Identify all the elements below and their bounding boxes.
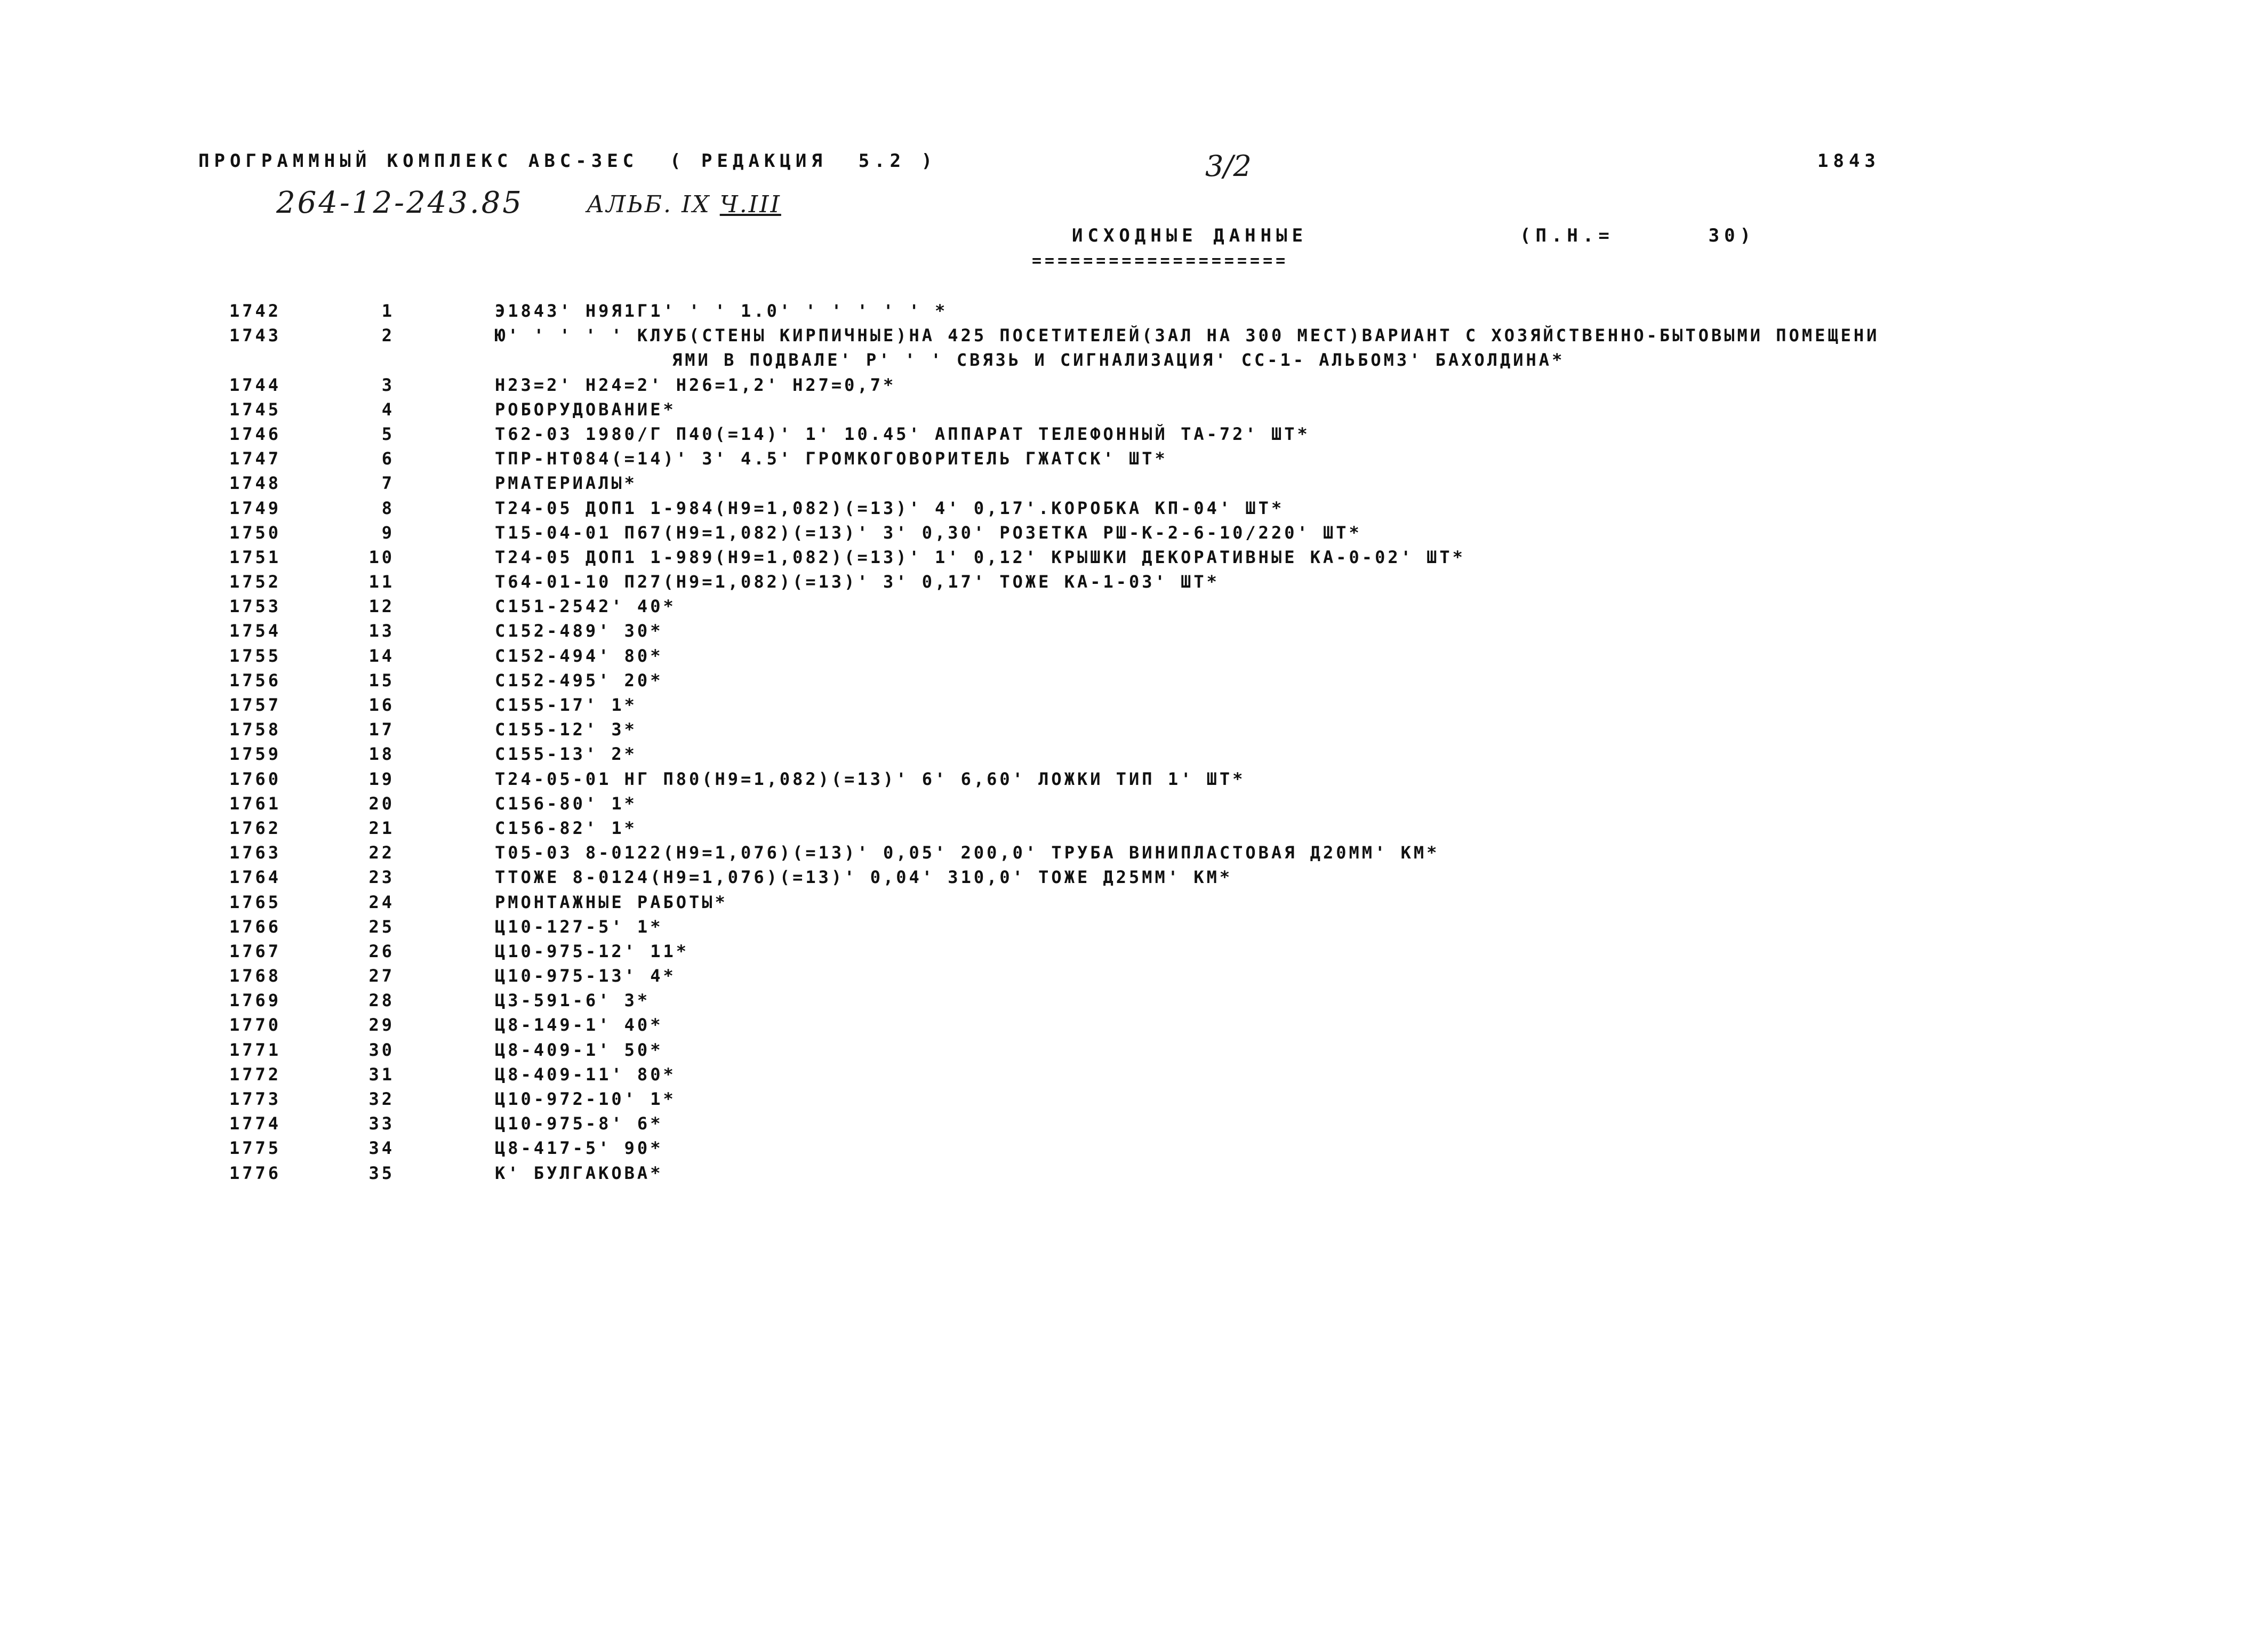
row-sequence: 1761 — [229, 793, 282, 814]
row-number: 24 — [368, 892, 395, 912]
row-text: Т24-05 ДОП1 1-984(Н9=1,082)(=13)' 4' 0,17'.КОРОБКА КП-04' ШТ* — [495, 497, 1285, 518]
row-text: Ц10-127-5' 1* — [495, 916, 663, 937]
row-number: 26 — [368, 941, 395, 961]
table-row — [0, 1161, 2268, 1185]
row-sequence: 1757 — [229, 695, 282, 716]
table-row — [0, 791, 2268, 816]
row-text: Т05-03 8-0122(Н9=1,076)(=13)' 0,05' 200,0' ТРУБА ВИНИПЛАСТОВАЯ Д20ММ' КМ* — [495, 842, 1440, 863]
table-row — [0, 594, 2268, 619]
row-text: РМАТЕРИАЛЫ* — [495, 473, 637, 494]
handwritten-document-code: 264-12-243.85 — [276, 186, 524, 220]
row-number: 6 — [381, 448, 395, 469]
row-text: Т24-05-01 НГ П80(Н9=1,082)(=13)' 6' 6,60' ЛОЖКИ ТИП 1' ШТ* — [495, 768, 1246, 789]
row-sequence: 1752 — [229, 572, 282, 592]
row-text: РМОНТАЖНЫЕ РАБОТЫ* — [495, 892, 728, 912]
table-row — [0, 323, 2268, 372]
table-row — [0, 742, 2268, 766]
table-row — [0, 693, 2268, 717]
row-text: С156-80' 1* — [495, 793, 637, 814]
program-header: ПРОГРАММНЫЙ КОМПЛЕКС АВС-ЗЕС ( РЕДАКЦИЯ 5.2 ) — [198, 150, 937, 172]
table-row — [0, 471, 2268, 495]
row-number: 29 — [368, 1015, 395, 1036]
row-text: С152-489' 30* — [495, 621, 663, 641]
row-sequence: 1746 — [229, 423, 282, 444]
row-sequence: 1776 — [229, 1162, 282, 1183]
row-sequence: 1769 — [229, 990, 282, 1011]
row-number: 12 — [368, 596, 395, 617]
row-text: С152-494' 80* — [495, 645, 663, 666]
row-sequence: 1745 — [229, 399, 282, 420]
row-text: Ц10-972-10' 1* — [495, 1089, 676, 1110]
row-number: 9 — [381, 522, 395, 543]
row-number: 25 — [368, 916, 395, 937]
section-underline: ==================== — [1032, 252, 1289, 270]
row-sequence: 1760 — [229, 768, 282, 789]
row-text: Т64-01-10 П27(Н9=1,082)(=13)' 3' 0,17' ТОЖЕ КА-1-03' ШТ* — [495, 572, 1220, 592]
row-sequence: 1772 — [229, 1064, 282, 1085]
table-row — [0, 644, 2268, 668]
table-row — [0, 914, 2268, 939]
handwritten-album-label: АЛЬБ. IX — [587, 191, 711, 218]
row-number: 27 — [368, 966, 395, 986]
table-row — [0, 1038, 2268, 1062]
row-text: С155-17' 1* — [495, 695, 637, 716]
table-row — [0, 964, 2268, 988]
row-text: Т24-05 ДОП1 1-989(Н9=1,082)(=13)' 1' 0,12' КРЫШКИ ДЕКОРАТИВНЫЕ КА-0-02' ШТ* — [495, 547, 1465, 567]
row-sequence: 1750 — [229, 522, 282, 543]
table-row — [0, 1013, 2268, 1037]
row-number: 21 — [368, 817, 395, 838]
row-number: 18 — [368, 744, 395, 765]
row-sequence: 1749 — [229, 497, 282, 518]
table-row — [0, 767, 2268, 791]
row-text: Т15-04-01 П67(Н9=1,082)(=13)' 3' 0,30' РОЗЕТКА РШ-К-2-6-10/220' ШТ* — [495, 522, 1362, 543]
row-number: 33 — [368, 1113, 395, 1134]
row-sequence: 1756 — [229, 670, 282, 691]
handwritten-album — [587, 191, 781, 218]
table-row — [0, 1062, 2268, 1087]
row-number: 31 — [368, 1064, 395, 1085]
row-text: Ю' ' ' ' ' КЛУБ(СТЕНЫ КИРПИЧНЫЕ)НА 425 ПОСЕТИТЕЛЕЙ(ЗАЛ НА 300 МЕСТ)ВАРИАНТ С ХОЗЯЙСТВЕННО-БЫТОВЫМИ ПОМЕЩЕНИ — [495, 325, 1880, 346]
row-number: 22 — [368, 842, 395, 863]
row-sequence: 1755 — [229, 645, 282, 666]
row-number: 11 — [368, 572, 395, 592]
row-number: 4 — [381, 399, 395, 420]
row-text: Ц3-591-6' 3* — [495, 990, 651, 1011]
row-sequence: 1747 — [229, 448, 282, 469]
table-row — [0, 1111, 2268, 1136]
row-sequence: 1754 — [229, 621, 282, 641]
row-number: 35 — [368, 1162, 395, 1183]
section-title: ИСХОДНЫЕ ДАННЫЕ — [1072, 225, 1308, 246]
page-number: 1843 — [1817, 150, 1880, 172]
row-text: РОБОРУДОВАНИЕ* — [495, 399, 676, 420]
row-sequence: 1775 — [229, 1138, 282, 1159]
row-number: 32 — [368, 1089, 395, 1110]
table-row — [0, 545, 2268, 569]
row-text: Э1843' Н9Я1Г1' ' ' 1.0' ' ' ' ' ' * — [495, 301, 948, 321]
row-number: 19 — [368, 768, 395, 789]
row-number: 10 — [368, 547, 395, 567]
row-sequence: 1753 — [229, 596, 282, 617]
row-number: 20 — [368, 793, 395, 814]
table-row — [0, 422, 2268, 446]
row-text: Ц8-417-5' 90* — [495, 1138, 663, 1159]
row-text: Ц8-149-1' 40* — [495, 1015, 663, 1036]
row-sequence: 1759 — [229, 744, 282, 765]
data-listing — [0, 299, 2268, 1185]
row-sequence: 1764 — [229, 867, 282, 888]
handwritten-sheet-number: 3/2 — [1205, 149, 1252, 183]
table-row — [0, 1136, 2268, 1160]
row-number: 8 — [381, 497, 395, 518]
table-row — [0, 496, 2268, 520]
row-number: 14 — [368, 645, 395, 666]
table-row — [0, 816, 2268, 840]
row-sequence: 1774 — [229, 1113, 282, 1134]
row-sequence: 1742 — [229, 301, 282, 321]
row-sequence: 1748 — [229, 473, 282, 494]
row-number: 23 — [368, 867, 395, 888]
row-sequence: 1751 — [229, 547, 282, 567]
row-sequence: 1768 — [229, 966, 282, 986]
row-text: ТПР-НТ084(=14)' 3' 4.5' ГРОМКОГОВОРИТЕЛЬ ГЖАТСК' ШТ* — [495, 448, 1168, 469]
row-text: С156-82' 1* — [495, 817, 637, 838]
row-sequence: 1762 — [229, 817, 282, 838]
row-text: Ц8-409-1' 50* — [495, 1039, 663, 1060]
row-text: Ц10-975-8' 6* — [495, 1113, 663, 1134]
row-sequence: 1770 — [229, 1015, 282, 1036]
row-sequence: 1767 — [229, 941, 282, 961]
row-number: 1 — [381, 301, 395, 321]
row-number: 13 — [368, 621, 395, 641]
row-text: С155-13' 2* — [495, 744, 637, 765]
row-number: 28 — [368, 990, 395, 1011]
section-pn: (П.Н.= 30) — [1520, 225, 1756, 246]
handwritten-part: Ч.III — [719, 191, 781, 218]
row-number: 5 — [381, 423, 395, 444]
row-text: Ц10-975-13' 4* — [495, 966, 676, 986]
row-text: Ц10-975-12' 11* — [495, 941, 689, 961]
row-number: 30 — [368, 1039, 395, 1060]
table-row — [0, 446, 2268, 471]
table-row — [0, 569, 2268, 594]
row-text-continuation: ЯМИ В ПОДВАЛЕ' Р' ' ' СВЯЗЬ И СИГНАЛИЗАЦИЯ' СС-1- АЛЬБОМЗ' БАХОЛДИНА* — [672, 350, 1565, 371]
row-number: 16 — [368, 695, 395, 716]
table-row — [0, 520, 2268, 545]
row-sequence: 1765 — [229, 892, 282, 912]
row-text: С152-495' 20* — [495, 670, 663, 691]
row-sequence: 1773 — [229, 1089, 282, 1110]
row-number: 3 — [381, 374, 395, 395]
row-sequence: 1766 — [229, 916, 282, 937]
row-text: С155-12' 3* — [495, 719, 637, 740]
row-sequence: 1744 — [229, 374, 282, 395]
row-sequence: 1758 — [229, 719, 282, 740]
row-text: Т62-03 1980/Г П40(=14)' 1' 10.45' АППАРАТ ТЕЛЕФОННЫЙ ТА-72' ШТ* — [495, 423, 1310, 444]
table-row — [0, 865, 2268, 889]
row-number: 15 — [368, 670, 395, 691]
row-number: 7 — [381, 473, 395, 494]
table-row — [0, 939, 2268, 964]
table-row — [0, 668, 2268, 693]
row-number: 17 — [368, 719, 395, 740]
table-row — [0, 619, 2268, 643]
table-row — [0, 1087, 2268, 1111]
table-row — [0, 890, 2268, 914]
row-text: К' БУЛГАКОВА* — [495, 1162, 663, 1183]
row-sequence: 1743 — [229, 325, 282, 346]
table-row — [0, 397, 2268, 422]
row-text: ТТОЖЕ 8-0124(Н9=1,076)(=13)' 0,04' 310,0' ТОЖЕ Д25ММ' КМ* — [495, 867, 1233, 888]
row-text: Ц8-409-11' 80* — [495, 1064, 676, 1085]
row-sequence: 1771 — [229, 1039, 282, 1060]
row-text: Н23=2' Н24=2' Н26=1,2' Н27=0,7* — [495, 374, 896, 395]
table-row — [0, 373, 2268, 397]
row-number: 34 — [368, 1138, 395, 1159]
table-row — [0, 299, 2268, 323]
row-text: С151-2542' 40* — [495, 596, 676, 617]
table-row — [0, 717, 2268, 742]
row-sequence: 1763 — [229, 842, 282, 863]
row-number: 2 — [381, 325, 395, 346]
table-row — [0, 840, 2268, 865]
table-row — [0, 988, 2268, 1013]
